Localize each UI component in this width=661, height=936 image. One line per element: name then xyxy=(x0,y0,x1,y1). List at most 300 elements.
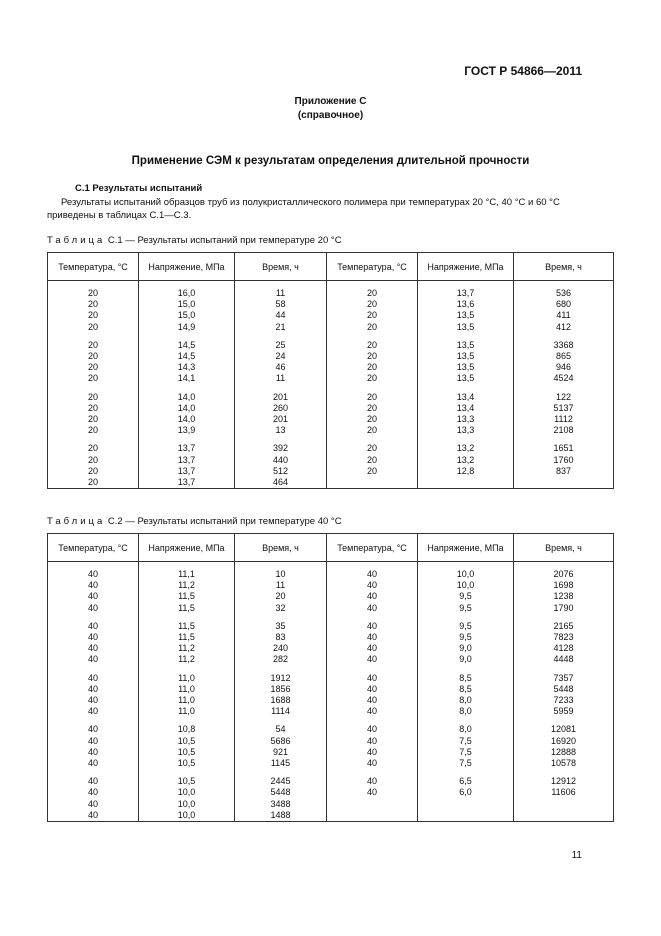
table-cell: 13,5 xyxy=(418,322,514,333)
table-cell: 13,7 xyxy=(139,477,235,489)
table-cell: 40 xyxy=(327,724,418,735)
table-cell: 1145 xyxy=(235,758,327,769)
appendix-subtitle: (справочное) xyxy=(297,110,364,121)
table-row xyxy=(48,643,614,654)
table-cell: 40 xyxy=(327,695,418,706)
table-cell xyxy=(514,717,614,724)
table-cell: 1790 xyxy=(514,603,614,614)
table-cell: 10,0 xyxy=(418,569,514,580)
table-row xyxy=(48,614,614,621)
table-cell: 9,0 xyxy=(418,643,514,654)
table-cell: 40 xyxy=(48,810,139,822)
table-cell: 4448 xyxy=(514,654,614,665)
table-cell: 35 xyxy=(235,621,327,632)
table-cell: 40 xyxy=(327,632,418,643)
table-cell xyxy=(327,436,418,443)
table-cell: 40 xyxy=(48,673,139,684)
table-cell: 40 xyxy=(327,569,418,580)
table-row xyxy=(48,787,614,798)
column-header: Температура, °С xyxy=(48,534,139,562)
table-cell: 11,5 xyxy=(139,632,235,643)
table-row xyxy=(48,580,614,591)
table-cell: 1112 xyxy=(514,414,614,425)
table-cell: 40 xyxy=(48,603,139,614)
table-cell xyxy=(327,810,418,822)
table-cell: 11,2 xyxy=(139,580,235,591)
table-cell: 411 xyxy=(514,310,614,321)
table-cell: 20 xyxy=(327,414,418,425)
page-title: Применение СЭМ к результатам определения длительной прочности xyxy=(131,155,530,167)
table-cell: 13,4 xyxy=(418,403,514,414)
table-cell xyxy=(48,385,139,392)
table-row xyxy=(48,443,614,454)
table-cell: 1912 xyxy=(235,673,327,684)
table-cell: 9,5 xyxy=(418,632,514,643)
table-cell: 6,5 xyxy=(418,776,514,787)
table-cell: 40 xyxy=(327,621,418,632)
table-cell xyxy=(418,333,514,340)
table-row xyxy=(48,724,614,735)
table-cell xyxy=(327,385,418,392)
table-cell: 21 xyxy=(235,322,327,333)
table-cell: 40 xyxy=(48,758,139,769)
table-row xyxy=(48,425,614,436)
table-cell xyxy=(235,666,327,673)
table-row xyxy=(48,758,614,769)
table-row xyxy=(48,776,614,787)
table-cell xyxy=(418,810,514,822)
table-cell: 20 xyxy=(48,392,139,403)
table-row xyxy=(48,414,614,425)
table-cell: 13,5 xyxy=(418,362,514,373)
table-cell: 5448 xyxy=(514,684,614,695)
table-cell: 40 xyxy=(327,776,418,787)
table-cell xyxy=(139,666,235,673)
table2-caption-text: С.2 — Результаты испытаний при температуре 40 °С xyxy=(107,516,342,527)
intro-paragraph: Результаты испытаний образцов труб из полукристаллического полимера при температурах 20 °С, 40 °С и 60 °С приведены в таблицах С.1—С.3. xyxy=(47,197,560,221)
table-cell: 20 xyxy=(48,299,139,310)
table-cell xyxy=(327,477,418,489)
table-cell: 10,8 xyxy=(139,724,235,735)
table-cell: 13,5 xyxy=(418,373,514,384)
table-row xyxy=(48,603,614,614)
table-cell: 20 xyxy=(327,340,418,351)
table-cell: 11,1 xyxy=(139,569,235,580)
column-header: Температура, °С xyxy=(327,253,418,281)
column-header: Время, ч xyxy=(514,253,614,281)
table-cell: 11,0 xyxy=(139,706,235,717)
table1-caption-word: Таблица xyxy=(47,235,106,246)
table-cell: 40 xyxy=(327,706,418,717)
table-row xyxy=(48,385,614,392)
table-row xyxy=(48,322,614,333)
table-cell: 10,0 xyxy=(139,810,235,822)
table-cell: 10,0 xyxy=(139,787,235,798)
table-row xyxy=(48,333,614,340)
table-cell: 1688 xyxy=(235,695,327,706)
table-cell xyxy=(139,717,235,724)
table-cell: 40 xyxy=(48,591,139,602)
table-cell: 40 xyxy=(48,747,139,758)
table-cell: 2165 xyxy=(514,621,614,632)
table-cell: 20 xyxy=(48,373,139,384)
table-cell: 13,7 xyxy=(139,443,235,454)
table-row xyxy=(48,717,614,724)
table-cell xyxy=(514,799,614,810)
table-cell: 40 xyxy=(48,580,139,591)
column-header: Напряжение, МПа xyxy=(139,253,235,281)
table-cell xyxy=(48,614,139,621)
table-cell: 11 xyxy=(235,288,327,299)
table-cell: 12912 xyxy=(514,776,614,787)
table-cell: 40 xyxy=(48,643,139,654)
table-cell: 10,5 xyxy=(139,747,235,758)
table-cell xyxy=(48,769,139,776)
table-cell: 20 xyxy=(48,455,139,466)
table-cell xyxy=(514,810,614,822)
table-cell: 11,2 xyxy=(139,654,235,665)
table-cell: 122 xyxy=(514,392,614,403)
table-cell: 9,0 xyxy=(418,654,514,665)
table-cell: 20 xyxy=(48,288,139,299)
table-cell: 10,0 xyxy=(139,799,235,810)
table-row xyxy=(48,706,614,717)
table-cell xyxy=(235,614,327,621)
table-cell: 4128 xyxy=(514,643,614,654)
table-row xyxy=(48,362,614,373)
table-cell: 8,0 xyxy=(418,706,514,717)
table-cell: 1760 xyxy=(514,455,614,466)
table-cell: 412 xyxy=(514,322,614,333)
table-row xyxy=(48,288,614,299)
table-row xyxy=(48,684,614,695)
table-cell: 20 xyxy=(48,351,139,362)
table-cell: 20 xyxy=(327,310,418,321)
table-row xyxy=(48,403,614,414)
table-cell: 40 xyxy=(327,673,418,684)
table-cell: 2108 xyxy=(514,425,614,436)
table-cell: 13,5 xyxy=(418,310,514,321)
table-cell: 20 xyxy=(327,362,418,373)
spacer-row xyxy=(48,281,614,289)
table-row xyxy=(48,654,614,665)
table-cell: 5137 xyxy=(514,403,614,414)
table-cell: 1238 xyxy=(514,591,614,602)
table-cell xyxy=(235,385,327,392)
table-cell xyxy=(139,614,235,621)
table-row xyxy=(48,569,614,580)
table-cell: 260 xyxy=(235,403,327,414)
table-cell: 13,2 xyxy=(418,455,514,466)
table-cell xyxy=(514,477,614,489)
table-row xyxy=(48,666,614,673)
column-header: Напряжение, МПа xyxy=(418,253,514,281)
table-cell xyxy=(418,385,514,392)
table-cell: 14,0 xyxy=(139,414,235,425)
table-cell: 392 xyxy=(235,443,327,454)
table-cell: 40 xyxy=(327,591,418,602)
table-row xyxy=(48,736,614,747)
table-cell: 8,0 xyxy=(418,695,514,706)
table-cell: 20 xyxy=(327,466,418,477)
table-cell: 7,5 xyxy=(418,758,514,769)
table-cell: 13,7 xyxy=(139,455,235,466)
table-cell: 946 xyxy=(514,362,614,373)
table-cell xyxy=(48,666,139,673)
table-cell: 20 xyxy=(48,477,139,489)
table-cell: 14,0 xyxy=(139,403,235,414)
table-cell xyxy=(235,769,327,776)
table-cell: 14,9 xyxy=(139,322,235,333)
table-cell: 40 xyxy=(327,643,418,654)
table-cell: 20 xyxy=(327,443,418,454)
table-cell: 5959 xyxy=(514,706,614,717)
table-cell: 40 xyxy=(48,684,139,695)
table-cell: 3488 xyxy=(235,799,327,810)
table-cell xyxy=(418,799,514,810)
table-cell xyxy=(139,769,235,776)
table-cell: 20 xyxy=(327,299,418,310)
table-cell: 14,5 xyxy=(139,340,235,351)
table-cell: 14,5 xyxy=(139,351,235,362)
table-cell: 11,5 xyxy=(139,603,235,614)
table-cell: 32 xyxy=(235,603,327,614)
table-row xyxy=(48,810,614,822)
table-cell: 14,0 xyxy=(139,392,235,403)
table-cell: 10,5 xyxy=(139,736,235,747)
table-cell: 13,6 xyxy=(418,299,514,310)
results-table-40c xyxy=(47,533,614,822)
table-cell: 20 xyxy=(327,351,418,362)
table-cell: 40 xyxy=(48,724,139,735)
table-cell xyxy=(514,666,614,673)
column-header: Температура, °С xyxy=(327,534,418,562)
table-cell: 20 xyxy=(48,466,139,477)
table-cell: 15,0 xyxy=(139,299,235,310)
table-cell: 921 xyxy=(235,747,327,758)
table-cell: 680 xyxy=(514,299,614,310)
table-cell: 20 xyxy=(48,443,139,454)
table-row xyxy=(48,392,614,403)
table-row xyxy=(48,673,614,684)
table-cell: 40 xyxy=(327,736,418,747)
table-cell: 40 xyxy=(48,787,139,798)
table-cell: 11,0 xyxy=(139,695,235,706)
table-cell: 58 xyxy=(235,299,327,310)
table-cell xyxy=(48,717,139,724)
table-cell: 536 xyxy=(514,288,614,299)
table-cell: 11,5 xyxy=(139,621,235,632)
table-cell: 11606 xyxy=(514,787,614,798)
column-header: Напряжение, МПа xyxy=(139,534,235,562)
table-cell xyxy=(418,769,514,776)
table-cell: 40 xyxy=(327,603,418,614)
table-cell: 12,8 xyxy=(418,466,514,477)
table-row xyxy=(48,621,614,632)
section-heading: С.1 Результаты испытаний xyxy=(75,183,203,194)
table-row xyxy=(48,340,614,351)
table1-caption xyxy=(47,235,342,246)
table-row xyxy=(48,436,614,443)
table-cell: 20 xyxy=(327,322,418,333)
column-header: Напряжение, МПа xyxy=(418,534,514,562)
table-cell: 40 xyxy=(48,569,139,580)
table-cell: 20 xyxy=(327,392,418,403)
table-cell xyxy=(139,333,235,340)
table-cell xyxy=(327,666,418,673)
table-cell: 11,0 xyxy=(139,673,235,684)
table1-caption-text: С.1 — Результаты испытаний при температуре 20 °С xyxy=(107,235,342,246)
table-header-row xyxy=(48,534,614,562)
table-cell xyxy=(327,333,418,340)
table-cell: 7,5 xyxy=(418,747,514,758)
table-row xyxy=(48,299,614,310)
table-cell: 24 xyxy=(235,351,327,362)
table-row xyxy=(48,799,614,810)
table-cell: 9,5 xyxy=(418,621,514,632)
table-cell: 2076 xyxy=(514,569,614,580)
table-row xyxy=(48,351,614,362)
table-cell: 40 xyxy=(48,736,139,747)
table-cell: 13,2 xyxy=(418,443,514,454)
table-cell: 46 xyxy=(235,362,327,373)
table-cell: 10,5 xyxy=(139,776,235,787)
table-cell: 5686 xyxy=(235,736,327,747)
table-cell: 13,9 xyxy=(139,425,235,436)
table-cell xyxy=(48,436,139,443)
table-cell: 40 xyxy=(48,776,139,787)
table-cell: 837 xyxy=(514,466,614,477)
table-cell: 11 xyxy=(235,580,327,591)
column-header: Время, ч xyxy=(235,253,327,281)
table-cell: 20 xyxy=(48,425,139,436)
table-cell xyxy=(48,333,139,340)
table-cell: 13,7 xyxy=(418,288,514,299)
table-cell: 40 xyxy=(48,621,139,632)
table-cell xyxy=(514,769,614,776)
table-cell: 40 xyxy=(48,695,139,706)
table-cell: 20 xyxy=(327,373,418,384)
table-cell: 20 xyxy=(235,591,327,602)
table-cell: 11,0 xyxy=(139,684,235,695)
table-cell: 8,5 xyxy=(418,673,514,684)
table-row xyxy=(48,695,614,706)
table-cell: 1114 xyxy=(235,706,327,717)
table-cell: 7357 xyxy=(514,673,614,684)
table-cell: 7,5 xyxy=(418,736,514,747)
table-cell: 16,0 xyxy=(139,288,235,299)
table-cell xyxy=(327,614,418,621)
table-cell: 13,5 xyxy=(418,340,514,351)
table-cell xyxy=(418,614,514,621)
table-cell: 20 xyxy=(327,403,418,414)
table-cell: 14,1 xyxy=(139,373,235,384)
table-cell xyxy=(418,717,514,724)
table-cell: 40 xyxy=(48,799,139,810)
table-cell xyxy=(235,333,327,340)
table-cell: 9,5 xyxy=(418,603,514,614)
table-cell: 20 xyxy=(48,310,139,321)
table-cell xyxy=(418,436,514,443)
table-cell: 9,5 xyxy=(418,591,514,602)
table-row xyxy=(48,466,614,477)
table-cell: 7233 xyxy=(514,695,614,706)
table-cell: 20 xyxy=(48,414,139,425)
table-cell: 20 xyxy=(48,362,139,373)
table-cell: 83 xyxy=(235,632,327,643)
table-cell: 40 xyxy=(327,684,418,695)
column-header: Температура, °С xyxy=(48,253,139,281)
table-cell xyxy=(327,769,418,776)
table-cell xyxy=(514,385,614,392)
table-cell: 12888 xyxy=(514,747,614,758)
table-cell: 40 xyxy=(48,654,139,665)
table-cell: 40 xyxy=(327,758,418,769)
results-table-20c xyxy=(47,252,614,489)
table-header-row xyxy=(48,253,614,281)
table-cell: 13,3 xyxy=(418,425,514,436)
table-cell: 10,5 xyxy=(139,758,235,769)
table-cell xyxy=(327,799,418,810)
table2-caption xyxy=(47,516,342,527)
table-row xyxy=(48,455,614,466)
table-row xyxy=(48,747,614,758)
table-cell: 40 xyxy=(48,706,139,717)
table-cell: 10 xyxy=(235,569,327,580)
table-cell: 12081 xyxy=(514,724,614,735)
appendix-title: Приложение С xyxy=(294,96,367,107)
table-cell: 1856 xyxy=(235,684,327,695)
table-cell: 20 xyxy=(48,322,139,333)
table-cell: 201 xyxy=(235,392,327,403)
table-cell xyxy=(327,717,418,724)
table-cell: 7823 xyxy=(514,632,614,643)
table-cell: 8,5 xyxy=(418,684,514,695)
table-cell: 201 xyxy=(235,414,327,425)
table-cell: 1651 xyxy=(514,443,614,454)
table-row xyxy=(48,373,614,384)
table-cell: 13,5 xyxy=(418,351,514,362)
table-cell: 20 xyxy=(327,288,418,299)
spacer-row xyxy=(48,562,614,570)
table-cell: 40 xyxy=(327,654,418,665)
table-cell: 440 xyxy=(235,455,327,466)
table-cell xyxy=(235,717,327,724)
table-cell: 13,7 xyxy=(139,466,235,477)
column-header: Время, ч xyxy=(235,534,327,562)
table-cell: 3368 xyxy=(514,340,614,351)
table-cell: 2445 xyxy=(235,776,327,787)
table-cell: 54 xyxy=(235,724,327,735)
table-cell: 14,3 xyxy=(139,362,235,373)
table-cell: 20 xyxy=(327,425,418,436)
table-cell: 865 xyxy=(514,351,614,362)
table-cell: 4524 xyxy=(514,373,614,384)
table-cell: 25 xyxy=(235,340,327,351)
table-cell: 40 xyxy=(327,580,418,591)
table2-caption-word: Таблица xyxy=(47,516,106,527)
standard-number: ГОСТ Р 54866—2011 xyxy=(464,64,582,78)
table-cell: 13,4 xyxy=(418,392,514,403)
table-cell: 40 xyxy=(327,787,418,798)
table-cell xyxy=(235,436,327,443)
table-cell xyxy=(139,385,235,392)
table-cell: 20 xyxy=(327,455,418,466)
table-cell: 1698 xyxy=(514,580,614,591)
appendix-heading xyxy=(0,95,661,123)
table-cell: 44 xyxy=(235,310,327,321)
table-cell xyxy=(418,477,514,489)
